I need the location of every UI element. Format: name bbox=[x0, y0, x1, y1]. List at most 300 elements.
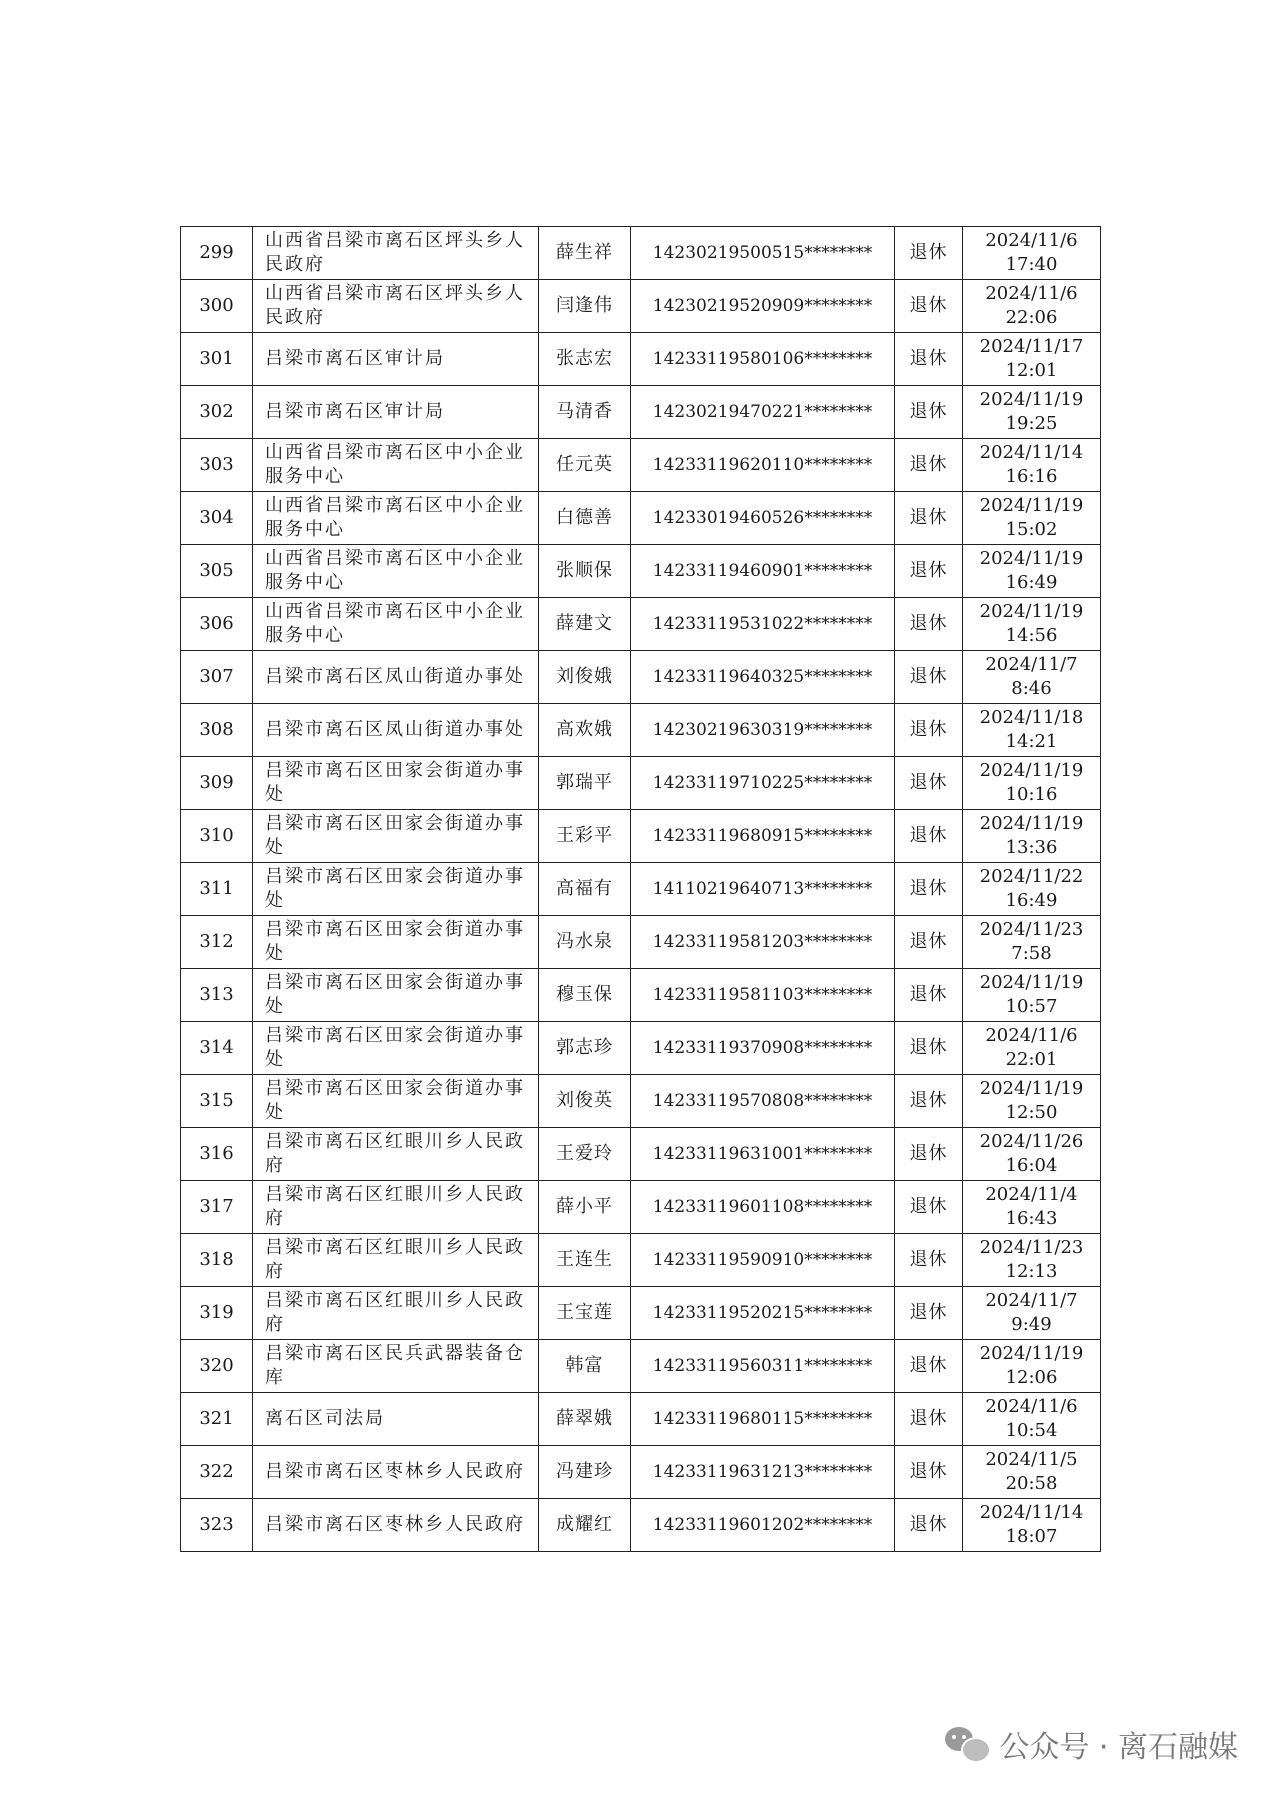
cell-name bbox=[539, 1075, 631, 1128]
cell-number-text: 305 bbox=[199, 560, 234, 581]
cell-number-text: 316 bbox=[199, 1143, 234, 1164]
retiree-table bbox=[180, 226, 1101, 1552]
cell-id-number-text: 14230219470221******** bbox=[652, 402, 873, 422]
cell-unit-text: 吕梁市离石区民兵武器装备仓库 bbox=[265, 1343, 525, 1388]
cell-id-number bbox=[631, 492, 895, 545]
cell-unit bbox=[253, 386, 539, 439]
cell-unit bbox=[253, 1234, 539, 1287]
cell-number bbox=[181, 1393, 253, 1446]
cell-name-text: 高欢娥 bbox=[556, 719, 613, 740]
cell-time bbox=[963, 598, 1101, 651]
cell-unit-text: 山西省吕梁市离石区中小企业服务中心 bbox=[265, 495, 525, 540]
cell-id-number bbox=[631, 1499, 895, 1552]
cell-time-text: 2024/11/7 9:49 bbox=[985, 1290, 1078, 1335]
cell-status-text: 退休 bbox=[909, 1196, 948, 1217]
cell-name-text: 韩富 bbox=[565, 1355, 604, 1376]
cell-status bbox=[895, 1340, 963, 1393]
cell-name bbox=[539, 651, 631, 704]
cell-status-text: 退休 bbox=[909, 242, 948, 263]
cell-status bbox=[895, 545, 963, 598]
cell-id-number-text: 14233119460901******** bbox=[652, 561, 873, 581]
cell-id-number bbox=[631, 810, 895, 863]
cell-number-text: 317 bbox=[199, 1196, 234, 1217]
cell-name-text: 高福有 bbox=[556, 878, 613, 899]
table-row bbox=[181, 545, 1101, 598]
cell-name-text: 张顺保 bbox=[556, 560, 613, 581]
cell-number bbox=[181, 704, 253, 757]
watermark-text: 公众号 · 离石融媒 bbox=[999, 1730, 1238, 1765]
cell-time-text: 2024/11/6 10:54 bbox=[985, 1396, 1078, 1441]
cell-id-number-text: 14230219630319******** bbox=[652, 720, 873, 740]
cell-time bbox=[963, 810, 1101, 863]
cell-number bbox=[181, 1075, 253, 1128]
cell-id-number-text: 14233119601202******** bbox=[652, 1515, 873, 1535]
cell-status bbox=[895, 863, 963, 916]
cell-time bbox=[963, 651, 1101, 704]
cell-number bbox=[181, 1128, 253, 1181]
wechat-icon bbox=[945, 1725, 989, 1763]
cell-status-text: 退休 bbox=[909, 1514, 948, 1535]
cell-id-number-text: 14233119631001******** bbox=[652, 1144, 873, 1164]
cell-name-text: 成耀红 bbox=[556, 1514, 613, 1535]
cell-status-text: 退休 bbox=[909, 984, 948, 1005]
cell-unit-text: 吕梁市离石区红眼川乡人民政府 bbox=[265, 1131, 525, 1176]
cell-id-number-text: 14233119680115******** bbox=[652, 1409, 873, 1429]
cell-name bbox=[539, 1128, 631, 1181]
cell-status-text: 退休 bbox=[909, 454, 948, 475]
cell-time-text: 2024/11/17 12:01 bbox=[979, 336, 1084, 381]
cell-number-text: 318 bbox=[199, 1249, 234, 1270]
cell-unit bbox=[253, 545, 539, 598]
cell-unit bbox=[253, 916, 539, 969]
cell-time bbox=[963, 280, 1101, 333]
cell-status-text: 退休 bbox=[909, 560, 948, 581]
cell-time-text: 2024/11/19 10:57 bbox=[979, 972, 1084, 1017]
cell-id-number bbox=[631, 916, 895, 969]
cell-number-text: 319 bbox=[199, 1302, 234, 1323]
cell-number-text: 323 bbox=[199, 1514, 234, 1535]
cell-number-text: 308 bbox=[199, 719, 234, 740]
cell-number bbox=[181, 598, 253, 651]
cell-status-text: 退休 bbox=[909, 1461, 948, 1482]
cell-id-number-text: 14230219500515******** bbox=[652, 243, 873, 263]
cell-number-text: 302 bbox=[199, 401, 234, 422]
cell-id-number bbox=[631, 598, 895, 651]
cell-id-number bbox=[631, 1287, 895, 1340]
cell-number-text: 304 bbox=[199, 507, 234, 528]
cell-time-text: 2024/11/14 16:16 bbox=[979, 442, 1084, 487]
cell-name bbox=[539, 1340, 631, 1393]
cell-time-text: 2024/11/19 12:50 bbox=[979, 1078, 1084, 1123]
cell-time-text: 2024/11/6 17:40 bbox=[985, 230, 1078, 275]
cell-name-text: 王宝莲 bbox=[556, 1302, 613, 1323]
cell-time bbox=[963, 1446, 1101, 1499]
cell-number-text: 309 bbox=[199, 772, 234, 793]
cell-id-number-text: 14233119640325******** bbox=[652, 667, 873, 687]
cell-status bbox=[895, 1287, 963, 1340]
cell-status bbox=[895, 227, 963, 280]
cell-time bbox=[963, 492, 1101, 545]
table-row bbox=[181, 280, 1101, 333]
cell-name-text: 薛翠娥 bbox=[556, 1408, 613, 1429]
cell-status bbox=[895, 1234, 963, 1287]
cell-unit bbox=[253, 333, 539, 386]
cell-name-text: 闫逢伟 bbox=[556, 295, 613, 316]
cell-time-text: 2024/11/6 22:01 bbox=[985, 1025, 1078, 1070]
cell-status bbox=[895, 1499, 963, 1552]
cell-unit-text: 山西省吕梁市离石区中小企业服务中心 bbox=[265, 601, 525, 646]
cell-time bbox=[963, 439, 1101, 492]
cell-id-number-text: 14110219640713******** bbox=[652, 879, 873, 899]
cell-status bbox=[895, 1075, 963, 1128]
cell-name-text: 冯水泉 bbox=[556, 931, 613, 952]
cell-status bbox=[895, 704, 963, 757]
cell-unit-text: 山西省吕梁市离石区中小企业服务中心 bbox=[265, 548, 525, 593]
cell-id-number-text: 14233119580106******** bbox=[652, 349, 873, 369]
cell-time-text: 2024/11/5 20:58 bbox=[985, 1449, 1078, 1494]
cell-status-text: 退休 bbox=[909, 613, 948, 634]
cell-number bbox=[181, 227, 253, 280]
cell-name bbox=[539, 598, 631, 651]
cell-id-number bbox=[631, 863, 895, 916]
cell-name-text: 薛建文 bbox=[556, 613, 613, 634]
table-row bbox=[181, 1181, 1101, 1234]
table-row bbox=[181, 969, 1101, 1022]
cell-status bbox=[895, 598, 963, 651]
table-row bbox=[181, 1234, 1101, 1287]
cell-id-number-text: 14233119560311******** bbox=[652, 1356, 873, 1376]
cell-unit bbox=[253, 1499, 539, 1552]
cell-name-text: 郭瑞平 bbox=[556, 772, 613, 793]
cell-name bbox=[539, 492, 631, 545]
cell-time-text: 2024/11/19 13:36 bbox=[979, 813, 1084, 858]
cell-time bbox=[963, 333, 1101, 386]
cell-number-text: 303 bbox=[199, 454, 234, 475]
cell-unit-text: 吕梁市离石区红眼川乡人民政府 bbox=[265, 1184, 525, 1229]
cell-unit-text: 山西省吕梁市离石区坪头乡人民政府 bbox=[265, 230, 525, 275]
cell-id-number bbox=[631, 1393, 895, 1446]
cell-unit bbox=[253, 1181, 539, 1234]
table-row bbox=[181, 492, 1101, 545]
table-row bbox=[181, 227, 1101, 280]
cell-status-text: 退休 bbox=[909, 1249, 948, 1270]
cell-time bbox=[963, 227, 1101, 280]
cell-unit bbox=[253, 863, 539, 916]
cell-time bbox=[963, 1499, 1101, 1552]
cell-unit bbox=[253, 757, 539, 810]
cell-status-text: 退休 bbox=[909, 1302, 948, 1323]
cell-status-text: 退休 bbox=[909, 1143, 948, 1164]
cell-id-number bbox=[631, 651, 895, 704]
cell-name-text: 白德善 bbox=[556, 507, 613, 528]
cell-id-number bbox=[631, 1340, 895, 1393]
cell-status bbox=[895, 386, 963, 439]
cell-status bbox=[895, 916, 963, 969]
table-row bbox=[181, 704, 1101, 757]
cell-status bbox=[895, 333, 963, 386]
cell-number bbox=[181, 1234, 253, 1287]
cell-status-text: 退休 bbox=[909, 348, 948, 369]
cell-id-number-text: 14233119520215******** bbox=[652, 1303, 873, 1323]
table-row bbox=[181, 1446, 1101, 1499]
cell-id-number bbox=[631, 1075, 895, 1128]
cell-id-number bbox=[631, 1181, 895, 1234]
cell-name bbox=[539, 969, 631, 1022]
cell-unit-text: 吕梁市离石区田家会街道办事处 bbox=[265, 760, 525, 805]
cell-name-text: 王彩平 bbox=[556, 825, 613, 846]
cell-unit bbox=[253, 651, 539, 704]
cell-id-number-text: 14233119710225******** bbox=[652, 773, 873, 793]
cell-time-text: 2024/11/19 15:02 bbox=[979, 495, 1084, 540]
cell-id-number bbox=[631, 439, 895, 492]
cell-time-text: 2024/11/26 16:04 bbox=[979, 1131, 1084, 1176]
cell-unit-text: 吕梁市离石区田家会街道办事处 bbox=[265, 972, 525, 1017]
cell-time bbox=[963, 1128, 1101, 1181]
cell-time-text: 2024/11/23 7:58 bbox=[979, 919, 1084, 964]
cell-unit bbox=[253, 280, 539, 333]
cell-time-text: 2024/11/19 14:56 bbox=[979, 601, 1084, 646]
cell-id-number-text: 14233119370908******** bbox=[652, 1038, 873, 1058]
cell-number-text: 306 bbox=[199, 613, 234, 634]
cell-status-text: 退休 bbox=[909, 1037, 948, 1058]
cell-name bbox=[539, 1234, 631, 1287]
cell-id-number-text: 14233019460526******** bbox=[652, 508, 873, 528]
table-row bbox=[181, 1128, 1101, 1181]
cell-number-text: 300 bbox=[199, 295, 234, 316]
cell-time bbox=[963, 1340, 1101, 1393]
table-row bbox=[181, 1340, 1101, 1393]
cell-time-text: 2024/11/14 18:07 bbox=[979, 1502, 1084, 1547]
cell-status-text: 退休 bbox=[909, 1090, 948, 1111]
cell-time-text: 2024/11/22 16:49 bbox=[979, 866, 1084, 911]
cell-unit bbox=[253, 1340, 539, 1393]
cell-id-number-text: 14233119531022******** bbox=[652, 614, 873, 634]
cell-name-text: 王爱玲 bbox=[556, 1143, 613, 1164]
cell-name bbox=[539, 704, 631, 757]
cell-name-text: 薛生祥 bbox=[556, 242, 613, 263]
cell-name bbox=[539, 333, 631, 386]
cell-id-number bbox=[631, 1022, 895, 1075]
cell-id-number bbox=[631, 1446, 895, 1499]
cell-unit-text: 吕梁市离石区枣林乡人民政府 bbox=[265, 1461, 525, 1482]
cell-number bbox=[181, 863, 253, 916]
cell-time bbox=[963, 1075, 1101, 1128]
cell-number bbox=[181, 810, 253, 863]
cell-number-text: 310 bbox=[199, 825, 234, 846]
cell-name-text: 薛小平 bbox=[556, 1196, 613, 1217]
cell-name-text: 马清香 bbox=[556, 401, 613, 422]
cell-unit-text: 吕梁市离石区田家会街道办事处 bbox=[265, 1078, 525, 1123]
cell-unit bbox=[253, 439, 539, 492]
cell-unit-text: 吕梁市离石区红眼川乡人民政府 bbox=[265, 1290, 525, 1335]
cell-status bbox=[895, 810, 963, 863]
cell-number-text: 322 bbox=[199, 1461, 234, 1482]
cell-number-text: 313 bbox=[199, 984, 234, 1005]
cell-name-text: 任元英 bbox=[556, 454, 613, 475]
cell-number bbox=[181, 1446, 253, 1499]
cell-name bbox=[539, 863, 631, 916]
table-body bbox=[181, 227, 1101, 1552]
cell-status-text: 退休 bbox=[909, 1355, 948, 1376]
cell-unit bbox=[253, 969, 539, 1022]
cell-status-text: 退休 bbox=[909, 878, 948, 899]
cell-id-number bbox=[631, 1234, 895, 1287]
cell-number bbox=[181, 439, 253, 492]
cell-name-text: 刘俊英 bbox=[556, 1090, 613, 1111]
cell-status-text: 退休 bbox=[909, 825, 948, 846]
cell-number-text: 315 bbox=[199, 1090, 234, 1111]
cell-number bbox=[181, 280, 253, 333]
cell-status bbox=[895, 280, 963, 333]
cell-time bbox=[963, 704, 1101, 757]
cell-number bbox=[181, 333, 253, 386]
cell-name bbox=[539, 1446, 631, 1499]
cell-status-text: 退休 bbox=[909, 507, 948, 528]
table-row bbox=[181, 1022, 1101, 1075]
cell-number bbox=[181, 1340, 253, 1393]
cell-id-number-text: 14233119590910******** bbox=[652, 1250, 873, 1270]
cell-unit-text: 吕梁市离石区审计局 bbox=[265, 401, 445, 422]
cell-number bbox=[181, 492, 253, 545]
cell-number-text: 301 bbox=[199, 348, 234, 369]
cell-name bbox=[539, 1287, 631, 1340]
cell-time bbox=[963, 1181, 1101, 1234]
cell-id-number-text: 14233119570808******** bbox=[652, 1091, 873, 1111]
cell-name-text: 郭志珍 bbox=[556, 1037, 613, 1058]
table-row bbox=[181, 757, 1101, 810]
table-row bbox=[181, 810, 1101, 863]
table-row bbox=[181, 651, 1101, 704]
cell-time bbox=[963, 386, 1101, 439]
cell-time-text: 2024/11/19 10:16 bbox=[979, 760, 1084, 805]
cell-unit-text: 吕梁市离石区田家会街道办事处 bbox=[265, 919, 525, 964]
cell-status-text: 退休 bbox=[909, 1408, 948, 1429]
cell-status bbox=[895, 969, 963, 1022]
cell-unit bbox=[253, 492, 539, 545]
cell-time-text: 2024/11/19 16:49 bbox=[979, 548, 1084, 593]
cell-number bbox=[181, 1287, 253, 1340]
cell-id-number bbox=[631, 757, 895, 810]
cell-id-number-text: 14233119581203******** bbox=[652, 932, 873, 952]
cell-number bbox=[181, 969, 253, 1022]
cell-id-number-text: 14233119631213******** bbox=[652, 1462, 873, 1482]
cell-unit-text: 山西省吕梁市离石区坪头乡人民政府 bbox=[265, 283, 525, 328]
cell-id-number-text: 14230219520909******** bbox=[652, 296, 873, 316]
cell-name bbox=[539, 227, 631, 280]
cell-unit-text: 吕梁市离石区田家会街道办事处 bbox=[265, 1025, 525, 1070]
cell-unit-text: 吕梁市离石区红眼川乡人民政府 bbox=[265, 1237, 525, 1282]
cell-unit-text: 吕梁市离石区田家会街道办事处 bbox=[265, 813, 525, 858]
cell-status bbox=[895, 651, 963, 704]
cell-unit bbox=[253, 810, 539, 863]
table-row bbox=[181, 598, 1101, 651]
cell-time-text: 2024/11/23 12:13 bbox=[979, 1237, 1084, 1282]
cell-time-text: 2024/11/4 16:43 bbox=[985, 1184, 1078, 1229]
cell-unit bbox=[253, 598, 539, 651]
cell-number bbox=[181, 916, 253, 969]
cell-id-number-text: 14233119680915******** bbox=[652, 826, 873, 846]
cell-time-text: 2024/11/19 12:06 bbox=[979, 1343, 1084, 1388]
watermark bbox=[945, 1722, 1238, 1766]
cell-time bbox=[963, 1393, 1101, 1446]
cell-number bbox=[181, 757, 253, 810]
cell-number bbox=[181, 386, 253, 439]
cell-number-text: 311 bbox=[199, 878, 234, 899]
cell-unit-text: 吕梁市离石区枣林乡人民政府 bbox=[265, 1514, 525, 1535]
cell-unit bbox=[253, 1128, 539, 1181]
cell-id-number bbox=[631, 386, 895, 439]
cell-unit bbox=[253, 1446, 539, 1499]
cell-unit-text: 吕梁市离石区审计局 bbox=[265, 348, 445, 369]
cell-name bbox=[539, 810, 631, 863]
cell-status-text: 退休 bbox=[909, 401, 948, 422]
cell-name bbox=[539, 1393, 631, 1446]
table-row bbox=[181, 863, 1101, 916]
table-row bbox=[181, 1499, 1101, 1552]
cell-number-text: 307 bbox=[199, 666, 234, 687]
cell-status-text: 退休 bbox=[909, 295, 948, 316]
cell-unit bbox=[253, 1022, 539, 1075]
cell-id-number-text: 14233119601108******** bbox=[652, 1197, 873, 1217]
cell-unit bbox=[253, 227, 539, 280]
cell-name bbox=[539, 757, 631, 810]
cell-time bbox=[963, 1287, 1101, 1340]
table-row bbox=[181, 386, 1101, 439]
cell-unit-text: 吕梁市离石区凤山街道办事处 bbox=[265, 719, 525, 740]
table-row bbox=[181, 1075, 1101, 1128]
cell-time bbox=[963, 1234, 1101, 1287]
cell-name-text: 穆玉保 bbox=[556, 984, 613, 1005]
cell-status-text: 退休 bbox=[909, 931, 948, 952]
cell-time-text: 2024/11/18 14:21 bbox=[979, 707, 1084, 752]
cell-id-number-text: 14233119620110******** bbox=[652, 455, 873, 475]
cell-time bbox=[963, 969, 1101, 1022]
cell-number bbox=[181, 1022, 253, 1075]
table-row bbox=[181, 1287, 1101, 1340]
cell-time-text: 2024/11/19 19:25 bbox=[979, 389, 1084, 434]
cell-name bbox=[539, 280, 631, 333]
cell-status bbox=[895, 492, 963, 545]
cell-number-text: 321 bbox=[199, 1408, 234, 1429]
cell-status bbox=[895, 1181, 963, 1234]
cell-number-text: 314 bbox=[199, 1037, 234, 1058]
cell-id-number bbox=[631, 704, 895, 757]
table-row bbox=[181, 333, 1101, 386]
cell-id-number bbox=[631, 969, 895, 1022]
cell-time-text: 2024/11/6 22:06 bbox=[985, 283, 1078, 328]
cell-unit-text: 吕梁市离石区凤山街道办事处 bbox=[265, 666, 525, 687]
cell-number-text: 320 bbox=[199, 1355, 234, 1376]
cell-number-text: 312 bbox=[199, 931, 234, 952]
cell-unit bbox=[253, 704, 539, 757]
cell-name-text: 冯建珍 bbox=[556, 1461, 613, 1482]
cell-unit bbox=[253, 1287, 539, 1340]
cell-status-text: 退休 bbox=[909, 666, 948, 687]
cell-status bbox=[895, 439, 963, 492]
cell-status-text: 退休 bbox=[909, 719, 948, 740]
cell-id-number bbox=[631, 227, 895, 280]
cell-status bbox=[895, 1022, 963, 1075]
cell-name bbox=[539, 439, 631, 492]
cell-time-text: 2024/11/7 8:46 bbox=[985, 654, 1078, 699]
cell-name-text: 张志宏 bbox=[556, 348, 613, 369]
cell-time bbox=[963, 545, 1101, 598]
cell-id-number bbox=[631, 1128, 895, 1181]
cell-name bbox=[539, 1499, 631, 1552]
cell-name bbox=[539, 1022, 631, 1075]
cell-status-text: 退休 bbox=[909, 772, 948, 793]
cell-number bbox=[181, 1181, 253, 1234]
